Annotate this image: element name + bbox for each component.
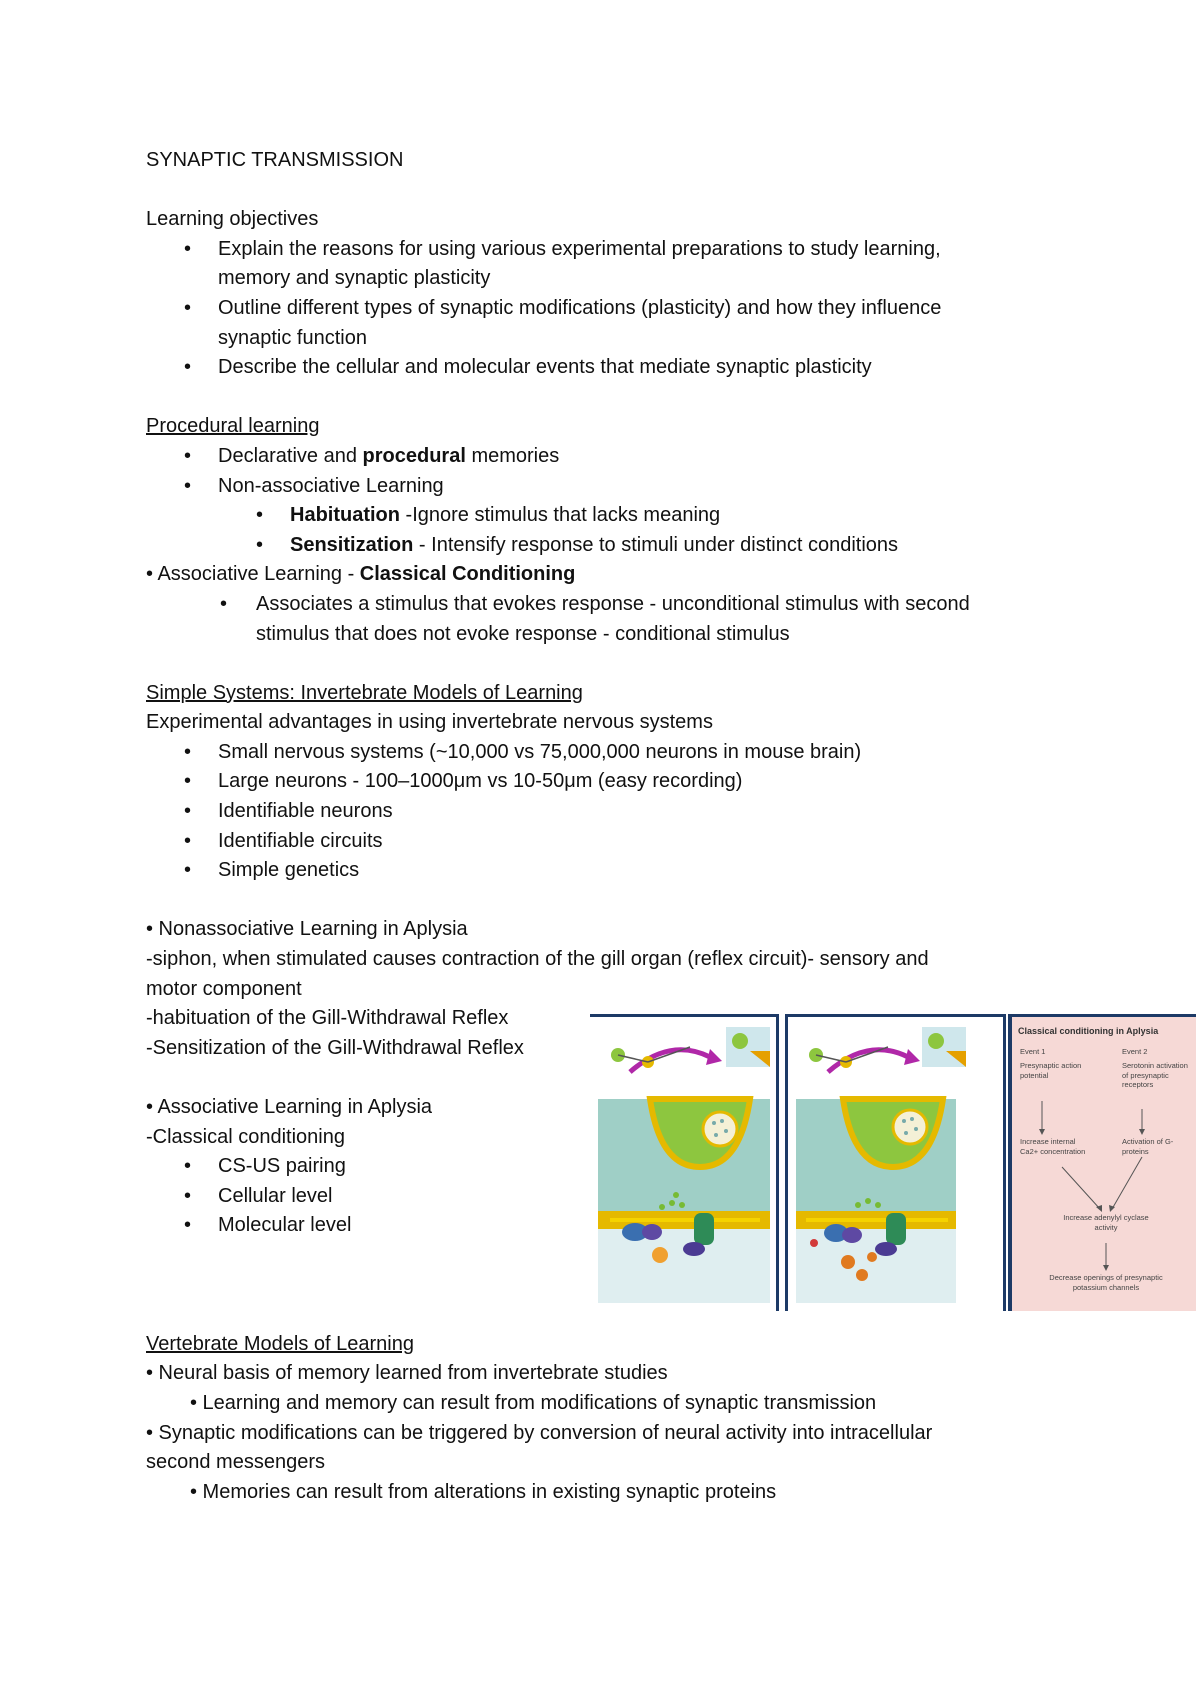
event-2-label: Event 2 <box>1122 1047 1148 1056</box>
calcium-box: Increase internal Ca2+ concentration <box>1020 1137 1086 1156</box>
adenylyl-box: Increase adenylyl cyclase activity <box>1063 1213 1149 1232</box>
list-item-continuation: memory and synaptic plasticity <box>218 267 491 290</box>
list-item: • Describe the cellular and molecular events that mediate synaptic plasticity <box>184 356 872 379</box>
sensitization-line: -Sensitization of the Gill-Withdrawal Reflex <box>146 1036 524 1059</box>
learning-objectives-heading: Learning objectives <box>146 208 319 231</box>
list-item: • Associates a stimulus that evokes response - unconditional stimulus with second <box>220 592 970 615</box>
vertebrate-line: • Neural basis of memory learned from invertebrate studies <box>146 1362 668 1385</box>
list-item: • Explain the reasons for using various experimental preparations to study learning, <box>184 237 941 260</box>
habituation-line: -habituation of the Gill-Withdrawal Reflex <box>146 1007 509 1030</box>
event-1-label: Event 1 <box>1020 1047 1046 1056</box>
list-item: • Habituation -Ignore stimulus that lacks meaning <box>256 504 721 527</box>
associative-aplysia-heading: • Associative Learning in Aplysia <box>146 1096 433 1118</box>
list-item: • Declarative and procedural memories <box>184 444 560 467</box>
event-1-description: Presynaptic action potential <box>1020 1061 1082 1080</box>
potassium-box: Decrease openings of presynaptic potassium channels <box>1049 1273 1163 1292</box>
aplysia-figure <box>590 1014 1192 1308</box>
list-item: • Molecular level <box>184 1214 352 1237</box>
vertebrate-line: second messengers <box>146 1451 325 1474</box>
list-item-continuation: synaptic function <box>218 326 367 349</box>
associative-learning-line: • Associative Learning - Classical Conditioning <box>146 563 576 586</box>
vertebrate-line: • Learning and memory can result from modifications of synaptic transmission <box>190 1391 877 1414</box>
simple-systems-subheading: Experimental advantages in using invertebrate nervous systems <box>146 711 713 734</box>
page-title: SYNAPTIC TRANSMISSION <box>146 149 404 171</box>
list-item: • Sensitization - Intensify response to stimuli under distinct conditions <box>256 533 899 556</box>
list-item-continuation: stimulus that does not evoke response - conditional stimulus <box>256 622 790 645</box>
associative-list <box>146 590 1066 649</box>
siphon-line: -siphon, when stimulated causes contraction of the gill organ (reflex circuit)- sensory and <box>146 948 929 971</box>
synapse-diagram <box>590 1017 776 1311</box>
procedural-learning-heading: Procedural learning <box>146 415 320 438</box>
list-item: • Cellular level <box>184 1184 333 1207</box>
advantages-list <box>146 738 1066 886</box>
list-item: • Outline different types of synaptic modifications (plasticity) and how they influence <box>184 296 942 319</box>
figure-panel-flowchart <box>1008 1014 1196 1311</box>
siphon-line-continuation: motor component <box>146 977 302 1000</box>
simple-systems-heading: Simple Systems: Invertebrate Models of Learning <box>146 681 583 704</box>
vertebrate-line: • Memories can result from alterations in existing synaptic proteins <box>190 1480 777 1503</box>
flowchart-arrows <box>1012 1017 1196 1311</box>
vertebrate-line: • Synaptic modifications can be triggered by conversion of neural activity into intracellular <box>146 1421 933 1444</box>
synapse-diagram <box>788 1017 1003 1311</box>
list-item: • Non-associative Learning <box>184 474 444 497</box>
list-item: • Identifiable neurons <box>184 800 393 823</box>
list-item: • CS-US pairing <box>184 1155 346 1178</box>
procedural-list <box>146 442 1066 560</box>
list-item: • Small nervous systems (~10,000 vs 75,000,000 neurons in mouse brain) <box>184 740 862 763</box>
classical-conditioning-line: -Classical conditioning <box>146 1125 345 1148</box>
list-item: • Identifiable circuits <box>184 829 383 852</box>
learning-objectives-list <box>146 235 1066 383</box>
vertebrate-heading: Vertebrate Models of Learning <box>146 1332 414 1355</box>
flowchart-title: Classical conditioning in Aplysia <box>1018 1026 1159 1036</box>
nonassociative-heading: • Nonassociative Learning in Aplysia <box>146 918 468 941</box>
gprotein-box: Activation of G-proteins <box>1122 1137 1174 1156</box>
figure-panel-us-alone <box>590 1014 779 1311</box>
event-2-description: Serotonin activation of presynaptic receptors <box>1122 1061 1188 1089</box>
list-item: • Simple genetics <box>184 859 360 882</box>
figure-panel-cs-us <box>785 1014 1006 1311</box>
list-item: • Large neurons - 100–1000μm vs 10-50μm (easy recording) <box>184 770 743 793</box>
